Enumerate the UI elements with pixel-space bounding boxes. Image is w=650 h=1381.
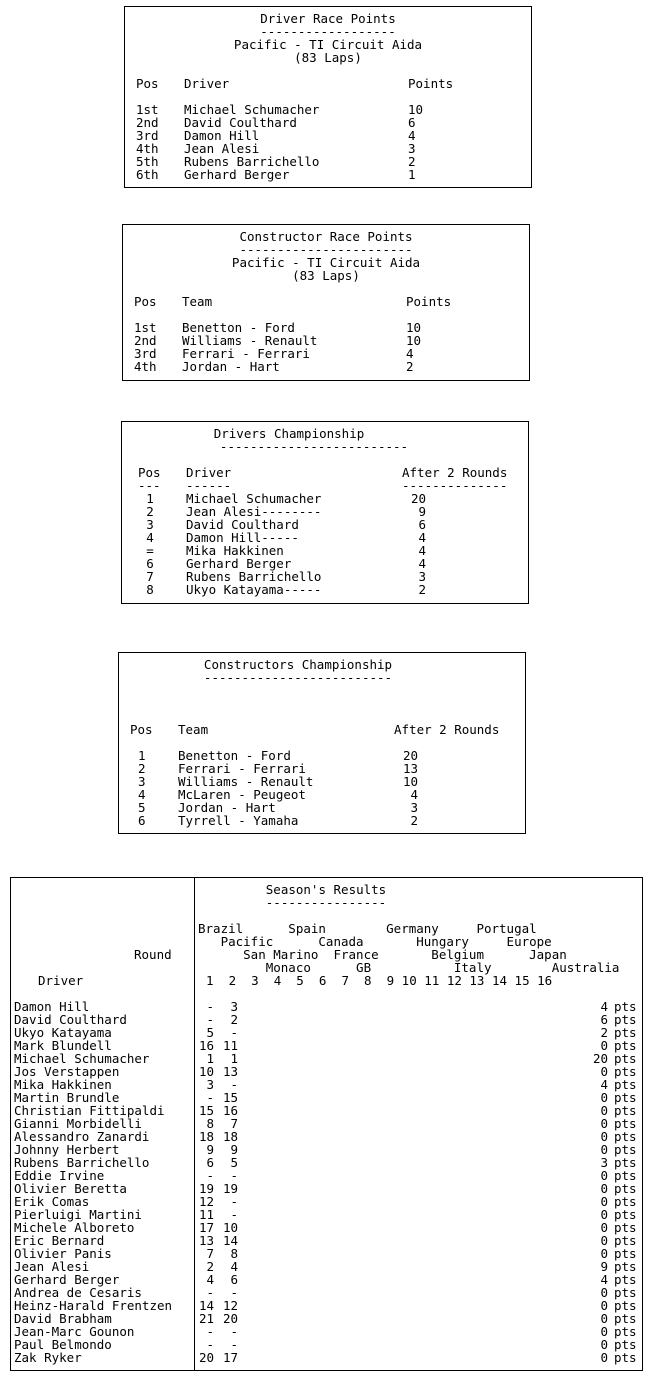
season-pts-suffix: pts — [614, 1259, 637, 1274]
season-round-1: - — [206, 999, 214, 1014]
season-total: 9 — [600, 1259, 608, 1274]
season-round-1: 8 — [206, 1116, 214, 1131]
driver-race-header-pos: Pos — [136, 76, 159, 91]
season-round-2: 20 — [222, 1311, 238, 1326]
season-total: 4 — [600, 999, 608, 1014]
season-driver-name: Olivier Panis — [14, 1246, 112, 1261]
season-round-1: 3 — [206, 1077, 214, 1092]
constructors-champ-title-underline: ------------------------- — [203, 670, 393, 685]
row-pos: 6th — [136, 167, 159, 182]
season-pts-suffix: pts — [614, 1142, 637, 1157]
season-round-1: 17 — [198, 1220, 214, 1235]
season-round-1: 2 — [206, 1259, 214, 1274]
season-pts-suffix: pts — [614, 1285, 637, 1300]
season-round-1: 6 — [206, 1155, 214, 1170]
row-team: Benetton - Ford — [178, 748, 291, 763]
season-round-1: 1 — [206, 1051, 214, 1066]
season-total: 0 — [600, 1337, 608, 1352]
season-round-numbers: 1 2 3 4 5 6 7 8 9 10 11 12 13 14 15 16 — [206, 973, 553, 988]
row-points: 3 — [410, 800, 418, 815]
row-pos: 3 — [138, 774, 146, 789]
row-points: 20 — [402, 748, 418, 763]
season-pts-suffix: pts — [614, 1168, 637, 1183]
season-driver-label: Driver — [38, 973, 84, 988]
row-pos: 1 — [146, 491, 154, 506]
season-round-2: 6 — [230, 1272, 238, 1287]
season-total: 0 — [600, 1090, 608, 1105]
season-driver-name: David Coulthard — [14, 1012, 127, 1027]
row-driver: Damon Hill----- — [186, 530, 299, 545]
season-round-1: 20 — [198, 1350, 214, 1365]
season-driver-name: Jean Alesi — [14, 1259, 90, 1274]
season-total: 6 — [600, 1012, 608, 1027]
season-round-1: 13 — [198, 1233, 214, 1248]
row-driver: Damon Hill — [184, 128, 260, 143]
season-round-2: 7 — [230, 1116, 238, 1131]
row-pos: 6 — [138, 813, 146, 828]
row-points: 10 — [406, 320, 422, 335]
season-total: 0 — [600, 1220, 608, 1235]
season-pts-suffix: pts — [614, 1051, 637, 1066]
season-title-underline: ---------------- — [265, 895, 387, 910]
season-round-2: 1 — [230, 1051, 238, 1066]
constructor-race-header-pos: Pos — [134, 294, 157, 309]
season-pts-suffix: pts — [614, 1077, 637, 1092]
row-points: 10 — [402, 774, 418, 789]
season-round-1: 5 — [206, 1025, 214, 1040]
season-pts-suffix: pts — [614, 1090, 637, 1105]
row-pos: = — [146, 543, 154, 558]
row-points: 3 — [408, 141, 416, 156]
driver-race-title: Driver Race Points — [260, 11, 396, 26]
row-team: Benetton - Ford — [182, 320, 295, 335]
season-round-2: 16 — [222, 1103, 238, 1118]
row-team: Williams - Renault — [182, 333, 318, 348]
season-round-2: 9 — [230, 1142, 238, 1157]
row-points: 2 — [418, 582, 426, 597]
season-driver-name: Alessandro Zanardi — [14, 1129, 150, 1144]
row-driver: David Coulthard — [186, 517, 299, 532]
season-driver-name: Jean-Marc Gounon — [14, 1324, 135, 1339]
season-pts-suffix: pts — [614, 1350, 637, 1365]
season-driver-name: Michael Schumacher — [14, 1051, 150, 1066]
row-points: 4 — [408, 128, 416, 143]
season-pts-suffix: pts — [614, 1337, 637, 1352]
constructors-champ-header-rounds: After 2 Rounds — [394, 722, 500, 737]
season-race-line-2: Pacific Canada Hungary Europe — [198, 934, 552, 949]
season-total: 0 — [600, 1350, 608, 1365]
season-pts-suffix: pts — [614, 1116, 637, 1131]
season-round-2: 5 — [230, 1155, 238, 1170]
season-round-1: 4 — [206, 1272, 214, 1287]
season-round-1: 14 — [198, 1298, 214, 1313]
season-pts-suffix: pts — [614, 1064, 637, 1079]
season-round-2: - — [230, 1337, 238, 1352]
row-points: 2 — [408, 154, 416, 169]
row-team: Williams - Renault — [178, 774, 314, 789]
driver-race-circuit: Pacific - TI Circuit Aida — [233, 37, 423, 52]
row-team: Jordan - Hart — [178, 800, 276, 815]
constructor-race-title: Constructor Race Points — [239, 229, 413, 244]
season-pts-suffix: pts — [614, 1194, 637, 1209]
constructors-champ-header-team: Team — [178, 722, 209, 737]
constructor-race-header-points: Points — [406, 294, 452, 309]
season-pts-suffix: pts — [614, 1025, 637, 1040]
season-driver-name: Johnny Herbert — [14, 1142, 120, 1157]
row-points: 9 — [418, 504, 426, 519]
row-pos: 4 — [146, 530, 154, 545]
season-driver-name: Mika Hakkinen — [14, 1077, 112, 1092]
row-pos: 4 — [138, 787, 146, 802]
season-total: 0 — [600, 1207, 608, 1222]
season-race-line-1: Brazil Spain Germany Portugal — [198, 921, 537, 936]
dotted-separator — [124, 606, 524, 612]
season-pts-suffix: pts — [614, 1298, 637, 1313]
season-round-2: 10 — [222, 1220, 238, 1235]
row-team: Ferrari - Ferrari — [182, 346, 310, 361]
season-driver-name: Ukyo Katayama — [14, 1025, 112, 1040]
row-pos: 5 — [138, 800, 146, 815]
season-total: 3 — [600, 1155, 608, 1170]
season-race-line-4: Monaco GB Italy Australia — [198, 960, 620, 975]
season-driver-name: Damon Hill — [14, 999, 90, 1014]
season-round-2: - — [230, 1168, 238, 1183]
row-pos: 7 — [146, 569, 154, 584]
row-team: Ferrari - Ferrari — [178, 761, 306, 776]
season-driver-name: Eddie Irvine — [14, 1168, 105, 1183]
season-driver-name: Pierluigi Martini — [14, 1207, 142, 1222]
season-total: 0 — [600, 1064, 608, 1079]
season-driver-name: Eric Bernard — [14, 1233, 105, 1248]
season-round-1: 15 — [198, 1103, 214, 1118]
row-pos: 1st — [134, 320, 157, 335]
season-total: 0 — [600, 1129, 608, 1144]
row-points: 2 — [406, 359, 414, 374]
season-round-2: 12 — [222, 1298, 238, 1313]
row-points: 3 — [418, 569, 426, 584]
row-points: 4 — [418, 530, 426, 545]
drivers-champ-title: Drivers Championship — [213, 426, 365, 441]
season-round-1: 12 — [198, 1194, 214, 1209]
season-round-2: 14 — [222, 1233, 238, 1248]
constructor-race-title-underline: ----------------------- — [239, 242, 413, 257]
season-round-2: - — [230, 1194, 238, 1209]
row-pos: 3rd — [134, 346, 157, 361]
season-driver-name: Mark Blundell — [14, 1038, 112, 1053]
season-pts-suffix: pts — [614, 1311, 637, 1326]
season-driver-name: Gianni Morbidelli — [14, 1116, 142, 1131]
season-total: 0 — [600, 1142, 608, 1157]
season-total: 0 — [600, 1194, 608, 1209]
driver-race-laps: (83 Laps) — [294, 50, 362, 65]
season-round-2: - — [230, 1324, 238, 1339]
row-points: 20 — [410, 491, 426, 506]
season-round-2: 18 — [222, 1129, 238, 1144]
drivers-champ-header-driver: Driver — [186, 465, 232, 480]
season-pts-suffix: pts — [614, 1233, 637, 1248]
season-round-label: Round — [134, 947, 172, 962]
row-pos: 8 — [146, 582, 154, 597]
season-pts-suffix: pts — [614, 1220, 637, 1235]
season-total: 0 — [600, 1181, 608, 1196]
row-pos: 3rd — [136, 128, 159, 143]
season-total: 0 — [600, 1116, 608, 1131]
row-driver: Rubens Barrichello — [186, 569, 322, 584]
row-pos: 3 — [146, 517, 154, 532]
row-driver: Jean Alesi — [184, 141, 260, 156]
season-total: 0 — [600, 1298, 608, 1313]
constructor-race-header-team: Team — [182, 294, 213, 309]
row-points: 6 — [418, 517, 426, 532]
season-driver-name: Christian Fittipaldi — [14, 1103, 165, 1118]
season-round-1: 16 — [198, 1038, 214, 1053]
season-pts-suffix: pts — [614, 1246, 637, 1261]
season-total: 0 — [600, 1285, 608, 1300]
drivers-champ-header-rounds-underline: -------------- — [402, 478, 508, 493]
season-pts-suffix: pts — [614, 1103, 637, 1118]
season-round-1: 9 — [206, 1142, 214, 1157]
season-driver-name: Rubens Barrichello — [14, 1155, 150, 1170]
row-points: 4 — [418, 543, 426, 558]
season-results-divider — [194, 877, 195, 1371]
season-driver-name: Zak Ryker — [14, 1350, 82, 1365]
season-driver-name: Jos Verstappen — [14, 1064, 120, 1079]
season-round-2: 3 — [230, 999, 238, 1014]
season-total: 0 — [600, 1311, 608, 1326]
drivers-champ-header-driver-underline: ------ — [186, 478, 232, 493]
row-points: 4 — [410, 787, 418, 802]
constructors-champ-title: Constructors Championship — [203, 657, 393, 672]
row-team: McLaren - Peugeot — [178, 787, 306, 802]
season-pts-suffix: pts — [614, 1324, 637, 1339]
row-team: Tyrrell - Yamaha — [178, 813, 299, 828]
driver-race-title-underline: ------------------ — [260, 24, 396, 39]
season-total: 0 — [600, 1103, 608, 1118]
row-points: 6 — [408, 115, 416, 130]
season-total: 20 — [592, 1051, 608, 1066]
season-round-2: 11 — [222, 1038, 238, 1053]
season-pts-suffix: pts — [614, 1038, 637, 1053]
season-pts-suffix: pts — [614, 1181, 637, 1196]
season-round-2: - — [230, 1285, 238, 1300]
row-points: 2 — [410, 813, 418, 828]
season-driver-name: Martin Brundle — [14, 1090, 120, 1105]
constructor-race-circuit: Pacific - TI Circuit Aida — [231, 255, 421, 270]
season-driver-name: Erik Comas — [14, 1194, 90, 1209]
season-title: Season's Results — [265, 882, 387, 897]
season-round-1: 10 — [198, 1064, 214, 1079]
season-round-1: 7 — [206, 1246, 214, 1261]
row-pos: 1 — [138, 748, 146, 763]
season-pts-suffix: pts — [614, 1207, 637, 1222]
season-driver-name: Heinz-Harald Frentzen — [14, 1298, 173, 1313]
row-points: 4 — [406, 346, 414, 361]
row-driver: Michael Schumacher — [186, 491, 322, 506]
row-pos: 6 — [146, 556, 154, 571]
season-round-2: 15 — [222, 1090, 238, 1105]
season-round-2: 13 — [222, 1064, 238, 1079]
row-driver: Gerhard Berger — [186, 556, 292, 571]
row-driver: David Coulthard — [184, 115, 297, 130]
row-team: Jordan - Hart — [182, 359, 280, 374]
season-total: 0 — [600, 1324, 608, 1339]
row-pos: 2nd — [136, 115, 159, 130]
season-round-1: - — [206, 1090, 214, 1105]
season-round-1: 11 — [198, 1207, 214, 1222]
season-round-1: 19 — [198, 1181, 214, 1196]
constructor-race-laps: (83 Laps) — [292, 268, 360, 283]
drivers-champ-header-rounds: After 2 Rounds — [402, 465, 508, 480]
row-pos: 4th — [136, 141, 159, 156]
season-round-1: 21 — [198, 1311, 214, 1326]
row-points: 4 — [418, 556, 426, 571]
season-round-1: - — [206, 1324, 214, 1339]
season-pts-suffix: pts — [614, 999, 637, 1014]
season-driver-name: Michele Alboreto — [14, 1220, 135, 1235]
season-total: 0 — [600, 1233, 608, 1248]
season-round-1: - — [206, 1168, 214, 1183]
season-total: 4 — [600, 1272, 608, 1287]
row-pos: 2nd — [134, 333, 157, 348]
season-round-2: 19 — [222, 1181, 238, 1196]
constructors-champ-header-pos: Pos — [130, 722, 153, 737]
season-total: 4 — [600, 1077, 608, 1092]
season-driver-name: Olivier Beretta — [14, 1181, 127, 1196]
drivers-champ-header-pos-underline: --- — [138, 478, 161, 493]
season-total: 0 — [600, 1168, 608, 1183]
season-pts-suffix: pts — [614, 1129, 637, 1144]
row-driver: Mika Hakkinen — [186, 543, 284, 558]
drivers-champ-title-underline: ------------------------- — [219, 439, 409, 454]
row-driver: Rubens Barrichello — [184, 154, 320, 169]
row-pos: 5th — [136, 154, 159, 169]
season-driver-name: Andrea de Cesaris — [14, 1285, 142, 1300]
season-round-1: - — [206, 1337, 214, 1352]
row-driver: Ukyo Katayama----- — [186, 582, 322, 597]
row-pos: 1st — [136, 102, 159, 117]
season-round-2: 2 — [230, 1012, 238, 1027]
season-round-2: - — [230, 1077, 238, 1092]
season-total: 0 — [600, 1246, 608, 1261]
row-points: 10 — [406, 333, 422, 348]
row-pos: 2 — [138, 761, 146, 776]
row-points: 10 — [408, 102, 424, 117]
season-pts-suffix: pts — [614, 1272, 637, 1287]
row-pos: 4th — [134, 359, 157, 374]
season-round-1: - — [206, 1012, 214, 1027]
season-pts-suffix: pts — [614, 1155, 637, 1170]
season-round-2: - — [230, 1207, 238, 1222]
season-round-1: - — [206, 1285, 214, 1300]
row-points: 13 — [402, 761, 418, 776]
season-round-1: 18 — [198, 1129, 214, 1144]
driver-race-header-points: Points — [408, 76, 454, 91]
season-round-2: 4 — [230, 1259, 238, 1274]
season-round-2: - — [230, 1025, 238, 1040]
season-driver-name: Paul Belmondo — [14, 1337, 112, 1352]
season-round-2: 17 — [222, 1350, 238, 1365]
row-driver: Gerhard Berger — [184, 167, 290, 182]
season-driver-name: Gerhard Berger — [14, 1272, 120, 1287]
row-driver: Jean Alesi-------- — [186, 504, 322, 519]
row-points: 1 — [408, 167, 416, 182]
season-total: 2 — [600, 1025, 608, 1040]
season-total: 0 — [600, 1038, 608, 1053]
drivers-champ-header-pos: Pos — [138, 465, 161, 480]
row-driver: Michael Schumacher — [184, 102, 320, 117]
season-round-2: 8 — [230, 1246, 238, 1261]
season-driver-name: David Brabham — [14, 1311, 112, 1326]
season-race-line-3: San Marino France Belgium Japan — [198, 947, 567, 962]
season-pts-suffix: pts — [614, 1012, 637, 1027]
row-pos: 2 — [146, 504, 154, 519]
driver-race-header-driver: Driver — [184, 76, 230, 91]
